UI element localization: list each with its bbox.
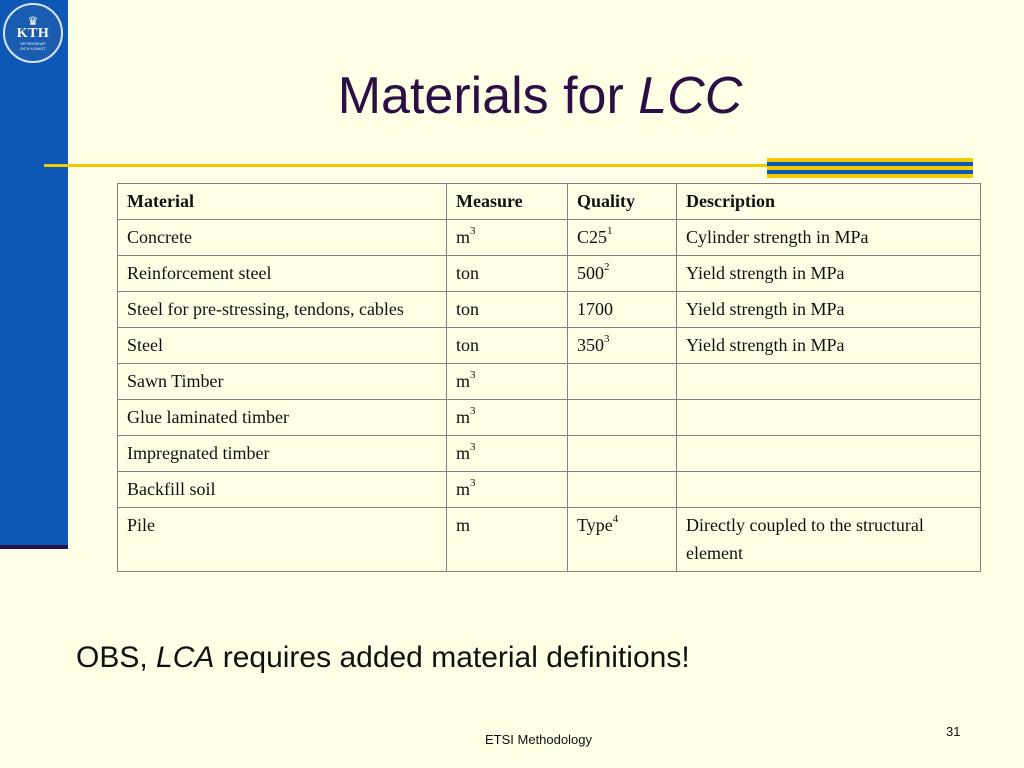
- cell-material: [118, 400, 447, 436]
- cell-material: [118, 292, 447, 328]
- cell-material-text: Glue laminated timber: [127, 407, 289, 427]
- cell-measure: [447, 436, 568, 472]
- cell-description: [677, 400, 981, 436]
- header-measure: Measure: [447, 184, 568, 220]
- cell-measure-text: ton: [456, 263, 480, 283]
- cell-measure-text: m: [456, 371, 471, 391]
- cell-measure-text: m: [456, 479, 471, 499]
- table-row: [118, 364, 981, 400]
- cell-quality: [568, 364, 677, 400]
- cell-quality-text: Type: [577, 515, 613, 535]
- cell-measure-superscript: 3: [470, 225, 476, 237]
- cell-material-text: Sawn Timber: [127, 371, 224, 391]
- cell-description-text: Cylinder strength in MPa: [686, 227, 869, 247]
- stripe-yellow: [767, 174, 973, 178]
- note-prefix: OBS,: [76, 641, 157, 674]
- cell-quality-text: 500: [577, 263, 604, 283]
- cell-measure: [447, 400, 568, 436]
- cell-quality: [568, 256, 677, 292]
- table-row: [118, 292, 981, 328]
- cell-quality: [568, 472, 677, 508]
- cell-measure-text: m: [456, 515, 471, 535]
- cell-description: [677, 508, 981, 572]
- footer-text: ETSI Methodology: [485, 732, 592, 747]
- cell-measure: [447, 220, 568, 256]
- cell-quality-superscript: 3: [604, 333, 610, 345]
- cell-measure: [447, 364, 568, 400]
- obs-note: [76, 641, 690, 675]
- cell-quality: [568, 400, 677, 436]
- header-material: Material: [118, 184, 447, 220]
- cell-description-text: Yield strength in MPa: [686, 299, 845, 319]
- cell-measure-text: m: [456, 407, 471, 427]
- cell-material-text: Pile: [127, 515, 156, 535]
- cell-measure-text: ton: [456, 335, 480, 355]
- cell-material: [118, 364, 447, 400]
- cell-material-text: Concrete: [127, 227, 192, 247]
- cell-quality-text: 1700: [577, 299, 613, 319]
- header-description: Description: [677, 184, 981, 220]
- cell-quality-superscript: 1: [607, 225, 613, 237]
- left-bar-underline: [0, 545, 68, 549]
- cell-description: [677, 220, 981, 256]
- cell-measure-text: m: [456, 443, 471, 463]
- logo-subtext-2: OCH KONST: [20, 46, 46, 51]
- table-row: [118, 328, 981, 364]
- cell-material: [118, 328, 447, 364]
- cell-description: [677, 436, 981, 472]
- cell-material: [118, 508, 447, 572]
- logo-text: KTH: [16, 26, 50, 41]
- slide-title: [0, 66, 1024, 126]
- cell-quality: [568, 436, 677, 472]
- decorative-stripes: [767, 158, 973, 178]
- materials-table: [117, 183, 981, 572]
- logo-subtext-1: VETENSKAP: [20, 41, 46, 46]
- cell-description: [677, 472, 981, 508]
- cell-measure: [447, 328, 568, 364]
- table-body: [118, 220, 981, 572]
- cell-description: [677, 292, 981, 328]
- cell-material: [118, 220, 447, 256]
- cell-material-text: Backfill soil: [127, 479, 216, 499]
- note-suffix: requires added material definitions!: [214, 641, 690, 674]
- table-row: [118, 508, 981, 572]
- cell-measure: [447, 472, 568, 508]
- cell-description: [677, 328, 981, 364]
- cell-quality-text: C25: [577, 227, 608, 247]
- cell-quality-superscript: 4: [612, 513, 619, 525]
- table-row: [118, 256, 981, 292]
- cell-material-text: Steel for pre-stressing, tendons, cables: [127, 299, 404, 319]
- cell-quality: [568, 508, 677, 572]
- cell-measure-superscript: 3: [470, 369, 476, 381]
- cell-quality: [568, 328, 677, 364]
- cell-material-text: Reinforcement steel: [127, 263, 272, 283]
- cell-description: [677, 256, 981, 292]
- table-row: [118, 472, 981, 508]
- cell-quality: [568, 220, 677, 256]
- cell-description-text: Yield strength in MPa: [686, 335, 845, 355]
- page-number: 31: [946, 724, 961, 739]
- kth-logo: [3, 3, 63, 63]
- crown-icon: ♛: [27, 14, 39, 28]
- table-row: [118, 436, 981, 472]
- cell-material: [118, 436, 447, 472]
- cell-material: [118, 256, 447, 292]
- cell-measure: [447, 508, 568, 572]
- cell-quality-text: 350: [577, 335, 604, 355]
- cell-quality: [568, 292, 677, 328]
- cell-description-text: Yield strength in MPa: [686, 263, 845, 283]
- note-italic: LCA: [156, 641, 215, 674]
- cell-material-text: Impregnated timber: [127, 443, 270, 463]
- cell-material: [118, 472, 447, 508]
- cell-measure-superscript: 3: [470, 405, 476, 417]
- cell-measure-superscript: 3: [470, 441, 476, 453]
- cell-description: [677, 364, 981, 400]
- cell-measure-text: m: [456, 227, 471, 247]
- title-underline: [44, 164, 780, 167]
- table-row: [118, 400, 981, 436]
- cell-measure: [447, 256, 568, 292]
- table-row: [118, 220, 981, 256]
- cell-description-text: Directly coupled to the structural element: [686, 515, 924, 563]
- table-header-row: [118, 184, 981, 220]
- cell-measure-text: ton: [456, 299, 480, 319]
- cell-measure: [447, 292, 568, 328]
- cell-material-text: Steel: [127, 335, 163, 355]
- cell-measure-superscript: 3: [470, 477, 476, 489]
- cell-quality-superscript: 2: [604, 261, 610, 273]
- header-quality: Quality: [568, 184, 677, 220]
- title-italic: LCC: [638, 67, 743, 125]
- title-prefix: Materials for: [337, 67, 639, 125]
